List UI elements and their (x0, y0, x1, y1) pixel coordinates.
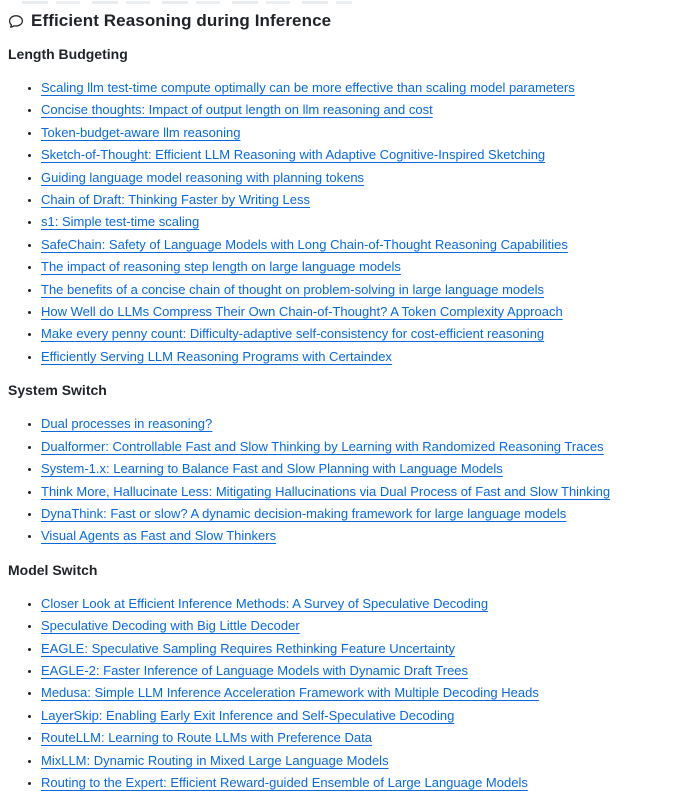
paper-list-item (41, 123, 670, 142)
paper-link[interactable]: EAGLE: Speculative Sampling Requires Rethinking Feature Uncertainty (41, 640, 456, 656)
paper-list-item (41, 78, 670, 97)
paper-list-item (41, 100, 670, 119)
paper-list-item (41, 302, 670, 321)
paper-link[interactable]: The benefits of a concise chain of thought on problem-solving in large language models (41, 281, 544, 297)
paper-link[interactable]: Think More, Hallucinate Less: Mitigating Hallucinations via Dual Process of Fast and Slow Thinking (41, 483, 611, 499)
paper-list-item (41, 504, 670, 523)
paper-link[interactable]: Token-budget-aware llm reasoning (41, 124, 241, 140)
paper-list-item (41, 347, 670, 366)
paper-list-item (41, 190, 670, 209)
paper-list-item (41, 728, 670, 747)
paper-link[interactable]: The impact of reasoning step length on large language models (41, 259, 401, 275)
paper-list-item (41, 773, 670, 792)
paper-list-item (41, 168, 670, 187)
paper-link[interactable]: DynaThink: Fast or slow? A dynamic decision-making framework for large language models (41, 505, 567, 521)
paper-section (8, 44, 670, 366)
paper-link[interactable]: System-1.x: Learning to Balance Fast and Slow Planning with Language Models (41, 461, 503, 477)
paper-link[interactable]: Chain of Draft: Thinking Faster by Writing Less (41, 192, 311, 208)
paper-link[interactable]: SafeChain: Safety of Language Models with Long Chain-of-Thought Reasoning Capabilities (41, 236, 568, 252)
page-title (8, 10, 670, 32)
page-title-text: Efficient Reasoning during Inference (31, 11, 332, 30)
paper-sections (8, 44, 670, 792)
paper-list-item (41, 235, 670, 254)
paper-link[interactable]: Dual processes in reasoning? (41, 416, 213, 432)
paper-link[interactable]: How Well do LLMs Compress Their Own Chain-of-Thought? A Token Complexity Approach (41, 304, 563, 320)
paper-list-item (41, 414, 670, 433)
paper-list-item (41, 324, 670, 343)
paper-list-item (41, 212, 670, 231)
paper-list (8, 594, 670, 793)
paper-list-item (41, 661, 670, 680)
paper-link[interactable]: Efficiently Serving LLM Reasoning Programs with Certaindex (41, 348, 392, 364)
paper-link[interactable]: Visual Agents as Fast and Slow Thinkers (41, 528, 277, 544)
paper-list-item (41, 751, 670, 770)
paper-link[interactable]: Make every penny count: Difficulty-adaptive self-consistency for cost-efficient reasoning (41, 326, 545, 342)
paper-list-item (41, 459, 670, 478)
paper-list-item (41, 616, 670, 635)
paper-list-item (41, 280, 670, 299)
speech-balloon-icon (8, 14, 24, 30)
paper-list-item (41, 257, 670, 276)
paper-link[interactable]: Closer Look at Efficient Inference Methods: A Survey of Speculative Decoding (41, 595, 489, 611)
paper-list (8, 414, 670, 545)
paper-link[interactable]: LayerSkip: Enabling Early Exit Inference and Self-Speculative Decoding (41, 707, 455, 723)
paper-link[interactable]: s1: Simple test-time scaling (41, 214, 200, 230)
clipped-previous-line-remnant (22, 1, 352, 4)
paper-list-item (41, 639, 670, 658)
paper-list-item (41, 526, 670, 545)
paper-list-item (41, 706, 670, 725)
paper-section (8, 560, 670, 793)
paper-link[interactable]: Medusa: Simple LLM Inference Acceleration Framework with Multiple Decoding Heads (41, 685, 539, 701)
paper-link[interactable]: EAGLE-2: Faster Inference of Language Models with Dynamic Draft Trees (41, 662, 469, 678)
paper-link[interactable]: RouteLLM: Learning to Route LLMs with Preference Data (41, 730, 372, 746)
paper-link[interactable]: Sketch-of-Thought: Efficient LLM Reasoning with Adaptive Cognitive-Inspired Sketching (41, 147, 546, 163)
paper-list-item (41, 145, 670, 164)
paper-section (8, 380, 670, 545)
section-heading: Length Budgeting (8, 46, 128, 62)
section-heading: Model Switch (8, 561, 98, 578)
paper-list (8, 78, 670, 366)
paper-link[interactable]: MixLLM: Dynamic Routing in Mixed Large Language Models (41, 752, 389, 768)
paper-link[interactable]: Speculative Decoding with Big Little Decoder (41, 618, 300, 634)
paper-link[interactable]: Concise thoughts: Impact of output length on llm reasoning and cost (41, 102, 433, 118)
paper-link[interactable]: Dualformer: Controllable Fast and Slow Thinking by Learning with Randomized Reasoning Traces (41, 438, 604, 454)
paper-link[interactable]: Guiding language model reasoning with planning tokens (41, 169, 365, 185)
section-heading: System Switch (8, 382, 107, 399)
paper-list-item (41, 437, 670, 456)
paper-list-item (41, 482, 670, 501)
paper-list-item (41, 594, 670, 613)
paper-link[interactable]: Scaling llm test-time compute optimally can be more effective than scaling model parameters (41, 80, 575, 95)
paper-list-item (41, 683, 670, 702)
paper-link[interactable]: Routing to the Expert: Efficient Reward-guided Ensemble of Large Language Models (41, 774, 528, 790)
